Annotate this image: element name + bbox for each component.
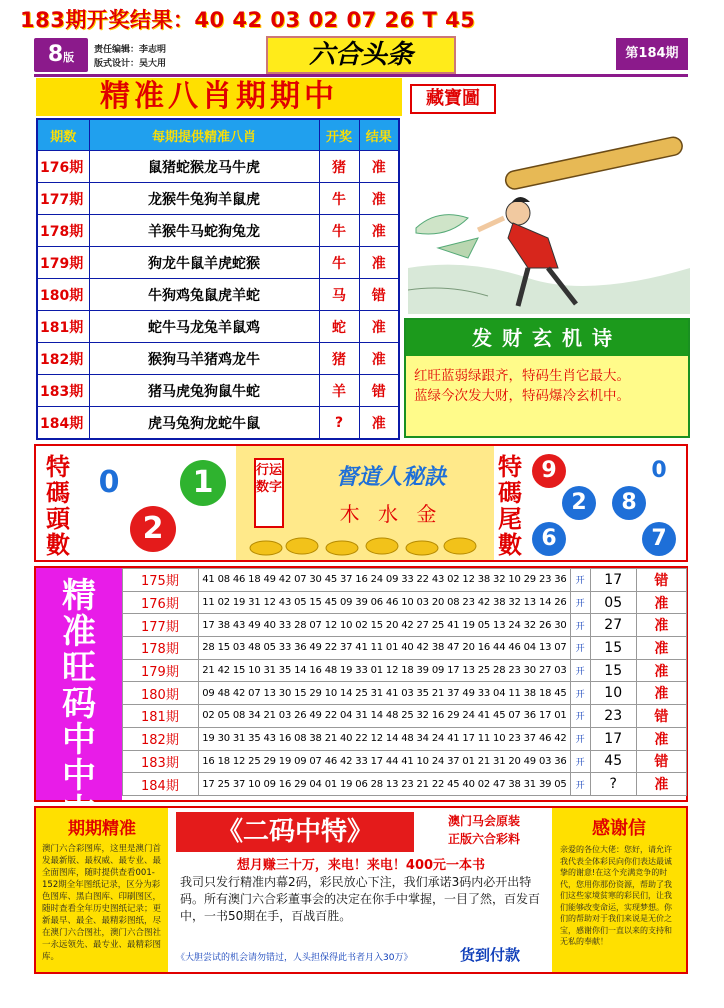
head-ball-2: 2 xyxy=(130,506,176,552)
zodiac-row xyxy=(37,375,399,407)
code-cell-result: 错 xyxy=(636,750,686,773)
code-cell-result: 准 xyxy=(636,637,686,660)
eight-zodiac-table xyxy=(36,118,400,440)
zodiac-row xyxy=(37,151,399,183)
code-row xyxy=(123,750,687,773)
zodiac-cell-draw: 马 xyxy=(319,279,359,311)
code-row xyxy=(123,637,687,660)
zodiac-cell-result: 准 xyxy=(359,343,399,375)
thank-you-title: 感谢信 xyxy=(592,818,646,839)
treasure-map-label: 藏寶圖 xyxy=(410,84,496,114)
code-cell-val: 05 xyxy=(590,591,636,614)
lucky-numbers-tag: 行运数字 xyxy=(254,458,284,528)
zodiac-cell-draw: 蛇 xyxy=(319,311,359,343)
col-zodiacs: 每期提供精准八肖 xyxy=(89,119,319,151)
code-cell-val: 17 xyxy=(590,727,636,750)
zodiac-cell-zodiacs: 虎马兔狗龙蛇牛鼠 xyxy=(89,407,319,439)
zodiac-cell-period: 184期 xyxy=(37,407,89,439)
brand-title: 六合头条 xyxy=(266,36,456,74)
editor-label: 责任编辑：李志明 xyxy=(94,45,167,55)
special-tail-label-text: 特 碼 尾 數 xyxy=(498,453,522,559)
illustration-man-carrying-log xyxy=(408,118,690,314)
zodiac-cell-result: 准 xyxy=(359,311,399,343)
zodiac-cell-result: 准 xyxy=(359,183,399,215)
code-cell-val: 15 xyxy=(590,659,636,682)
code-cell-period: 181期 xyxy=(123,705,199,728)
mid-promo: 想月赚三十万，来电！来电！400元一本书 xyxy=(236,858,486,873)
zodiac-cell-result: 错 xyxy=(359,279,399,311)
code-cell-tag: 开 xyxy=(570,569,590,592)
gold-ingots-icon xyxy=(246,534,486,556)
code-cell-result: 准 xyxy=(636,682,686,705)
cash-on-delivery: 货到付款 xyxy=(460,946,521,964)
bottom-section xyxy=(34,806,688,974)
sure-codes-table xyxy=(122,568,687,796)
mid-sub-1: 澳门马会原装 xyxy=(447,814,520,828)
zodiac-cell-result: 准 xyxy=(359,247,399,279)
zodiac-cell-draw: 猪 xyxy=(319,343,359,375)
bottom-left-panel xyxy=(36,808,168,972)
code-cell-tag: 开 xyxy=(570,727,590,750)
zodiac-row xyxy=(37,311,399,343)
zodiac-cell-zodiacs: 羊猴牛马蛇狗兔龙 xyxy=(89,215,319,247)
header-divider xyxy=(34,74,688,77)
zodiac-cell-zodiacs: 猪马虎兔狗鼠牛蛇 xyxy=(89,375,319,407)
zodiac-cell-zodiacs: 狗龙牛鼠羊虎蛇猴 xyxy=(89,247,319,279)
zodiac-cell-period: 182期 xyxy=(37,343,89,375)
code-cell-nums: 16 18 12 25 29 19 09 07 46 42 33 17 44 41 10 24 37 01 21 31 20 49 03 36 xyxy=(199,750,570,773)
tail-ball-7: 7 xyxy=(642,522,676,556)
edition-badge xyxy=(34,38,88,72)
zodiac-cell-draw: 羊 xyxy=(319,375,359,407)
code-row xyxy=(123,727,687,750)
code-cell-result: 错 xyxy=(636,569,686,592)
tail-ball-0: 0 xyxy=(642,454,676,488)
zodiac-cell-draw: ? xyxy=(319,407,359,439)
head-ball-1: 1 xyxy=(180,460,226,506)
code-row xyxy=(123,705,687,728)
zodiac-cell-period: 179期 xyxy=(37,247,89,279)
code-cell-tag: 开 xyxy=(570,682,590,705)
edition-suffix: 版 xyxy=(63,51,75,64)
code-cell-nums: 02 05 08 34 21 03 26 49 22 04 31 14 48 25 32 16 29 24 41 45 07 36 17 01 xyxy=(199,705,570,728)
zodiac-row xyxy=(37,343,399,375)
special-number-panel xyxy=(34,444,688,562)
lucky-secret-title: 督道人秘訣 xyxy=(335,465,446,490)
zodiac-cell-result: 错 xyxy=(359,375,399,407)
mid-sub-2: 正版六合彩料 xyxy=(447,832,520,846)
head-ball-0: 0 xyxy=(86,460,132,506)
mid-text: 我司只发行精准内幕2码，彩民放心下注，我们承诺3码内必开出特码。所有澳门六合彩董事会的决定在你手中掌握，一目了然，百发百中，一书50期在手，百战百胜。 xyxy=(180,875,541,923)
code-cell-result: 准 xyxy=(636,614,686,637)
zodiac-cell-draw: 牛 xyxy=(319,215,359,247)
code-row xyxy=(123,569,687,592)
code-cell-result: 准 xyxy=(636,773,686,796)
col-result: 结果 xyxy=(359,119,399,151)
zodiac-cell-draw: 猪 xyxy=(319,151,359,183)
zodiac-row xyxy=(37,183,399,215)
special-head-label-text: 特 碼 頭 數 xyxy=(46,453,70,559)
zodiac-cell-draw: 牛 xyxy=(319,247,359,279)
special-head-label xyxy=(42,454,74,558)
zodiac-cell-zodiacs: 猴狗马羊猪鸡龙牛 xyxy=(89,343,319,375)
bottom-left-title: 期期精准 xyxy=(68,819,136,839)
code-cell-nums: 09 48 42 07 13 30 15 29 10 14 25 31 41 03 35 21 37 49 33 04 11 38 18 45 xyxy=(199,682,570,705)
code-cell-tag: 开 xyxy=(570,614,590,637)
code-cell-val: 17 xyxy=(590,569,636,592)
code-row xyxy=(123,773,687,796)
zodiac-cell-period: 183期 xyxy=(37,375,89,407)
poem-line-1: 红旺蓝弱绿跟齐，特码生肖它最大。 xyxy=(414,368,630,384)
code-cell-nums: 21 42 15 10 31 35 14 16 48 19 33 01 12 18 39 09 17 13 25 28 23 30 27 03 xyxy=(199,659,570,682)
code-cell-nums: 17 38 43 49 40 33 28 07 12 10 02 15 20 42 27 25 41 19 05 13 24 32 26 30 xyxy=(199,614,570,637)
zodiac-cell-period: 181期 xyxy=(37,311,89,343)
code-cell-nums: 17 25 37 10 09 16 29 04 01 19 06 28 13 23 21 22 45 40 02 47 38 31 39 05 xyxy=(199,773,570,796)
poem-line-2: 蓝绿今次发大财，特码爆冷玄机中。 xyxy=(414,388,630,404)
col-draw: 开奖 xyxy=(319,119,359,151)
mid-foot: 《大胆尝试的机会请勿错过，人头担保得此书者月入30万》 xyxy=(176,953,413,963)
code-cell-period: 179期 xyxy=(123,659,199,682)
lucky-elements-box xyxy=(236,446,494,560)
code-row xyxy=(123,614,687,637)
code-cell-period: 183期 xyxy=(123,750,199,773)
code-cell-result: 准 xyxy=(636,659,686,682)
code-row xyxy=(123,682,687,705)
code-cell-tag: 开 xyxy=(570,750,590,773)
poem-box xyxy=(404,318,690,438)
code-cell-result: 准 xyxy=(636,727,686,750)
code-cell-period: 182期 xyxy=(123,727,199,750)
code-cell-val: 45 xyxy=(590,750,636,773)
col-period: 期数 xyxy=(37,119,89,151)
code-row xyxy=(123,659,687,682)
code-cell-val: 15 xyxy=(590,637,636,660)
zodiac-cell-zodiacs: 蛇牛马龙兔羊鼠鸡 xyxy=(89,311,319,343)
zodiac-cell-period: 178期 xyxy=(37,215,89,247)
zodiac-cell-result: 准 xyxy=(359,151,399,183)
designer-label: 版式设计：吴大用 xyxy=(94,59,167,69)
code-cell-period: 178期 xyxy=(123,637,199,660)
sure-codes-section xyxy=(34,566,688,802)
tail-ball-2: 2 xyxy=(562,486,596,520)
thank-you-text: 亲爱的各位大佬：您好，请允许我代表全体彩民向你们表达最诚挚的谢意!在这个充满竞争的时代，您用你那份资源，帮助了我们这些家境贫寒的彩民们，让我们能够改变命运，实现梦想。你们的帮助对于我们来说是无价之宝，感谢你们一直以来的支持和无私的奉献！ xyxy=(560,845,672,946)
code-cell-period: 176期 xyxy=(123,591,199,614)
zodiac-row xyxy=(37,247,399,279)
zodiac-row xyxy=(37,407,399,439)
issue-number: 第184期 xyxy=(616,38,688,70)
zodiac-cell-zodiacs: 龙猴牛兔狗羊鼠虎 xyxy=(89,183,319,215)
code-cell-period: 184期 xyxy=(123,773,199,796)
code-cell-nums: 28 15 03 48 05 33 36 49 22 37 41 11 01 40 42 38 47 20 16 44 46 04 13 07 xyxy=(199,637,570,660)
poem-title: 发财玄机诗 xyxy=(406,320,688,356)
bottom-left-text: 澳门六合彩图库，这里是澳门首发最新版、最权威、最专业、最全面图库，随时提供查看001-152期全年图纸记录，区分为彩色图库、黑白图库、印刷图区，随时查看全年历史图纸记录；更新最早、最全、最精彩图纸，尽在澳门六合图社，澳门六合图社一永远领先、最专业、最精彩图库。 xyxy=(42,844,162,962)
zodiac-cell-period: 180期 xyxy=(37,279,89,311)
code-row xyxy=(123,591,687,614)
code-cell-period: 177期 xyxy=(123,614,199,637)
code-cell-period: 175期 xyxy=(123,569,199,592)
zodiac-cell-result: 准 xyxy=(359,407,399,439)
code-cell-nums: 41 08 46 18 49 42 07 30 45 37 16 24 09 33 22 43 02 12 38 32 10 29 23 36 xyxy=(199,569,570,592)
tail-ball-6: 6 xyxy=(532,522,566,556)
two-code-title: 《二码中特》 xyxy=(176,812,414,852)
code-cell-val: 23 xyxy=(590,705,636,728)
zodiac-cell-period: 177期 xyxy=(37,183,89,215)
lottery-result-banner: 183期开奖结果：40 42 03 02 07 26 T 45 xyxy=(20,8,476,32)
bottom-right-panel xyxy=(552,808,686,972)
code-cell-val: 10 xyxy=(590,682,636,705)
zodiac-row xyxy=(37,279,399,311)
tail-ball-8: 8 xyxy=(612,486,646,520)
code-cell-nums: 11 02 19 31 12 43 05 15 45 09 39 06 46 10 03 20 08 23 42 38 32 13 14 26 xyxy=(199,591,570,614)
code-cell-tag: 开 xyxy=(570,705,590,728)
code-cell-tag: 开 xyxy=(570,637,590,660)
zodiac-cell-period: 176期 xyxy=(37,151,89,183)
code-cell-tag: 开 xyxy=(570,773,590,796)
code-cell-nums: 19 30 31 35 43 16 08 38 21 40 22 12 14 48 34 24 41 17 11 10 23 37 46 42 xyxy=(199,727,570,750)
code-cell-val: 27 xyxy=(590,614,636,637)
code-cell-period: 180期 xyxy=(123,682,199,705)
zodiac-cell-zodiacs: 牛狗鸡兔鼠虎羊蛇 xyxy=(89,279,319,311)
zodiac-cell-result: 准 xyxy=(359,215,399,247)
eight-zodiac-title: 精准八肖期期中 xyxy=(36,78,402,116)
code-cell-val: ? xyxy=(590,773,636,796)
code-cell-tag: 开 xyxy=(570,591,590,614)
zodiac-cell-zodiacs: 鼠猪蛇猴龙马牛虎 xyxy=(89,151,319,183)
code-cell-result: 准 xyxy=(636,591,686,614)
bottom-mid-panel xyxy=(170,808,550,972)
tail-ball-9: 9 xyxy=(532,454,566,488)
zodiac-row xyxy=(37,215,399,247)
sure-codes-label: 精 准 旺 码 中 中 xyxy=(36,568,122,800)
special-tail-label xyxy=(494,454,526,558)
code-cell-tag: 开 xyxy=(570,659,590,682)
lucky-elements: 木 水 金 xyxy=(339,502,443,526)
edition-number: 8 xyxy=(47,42,64,67)
zodiac-cell-draw: 牛 xyxy=(319,183,359,215)
code-cell-result: 错 xyxy=(636,705,686,728)
